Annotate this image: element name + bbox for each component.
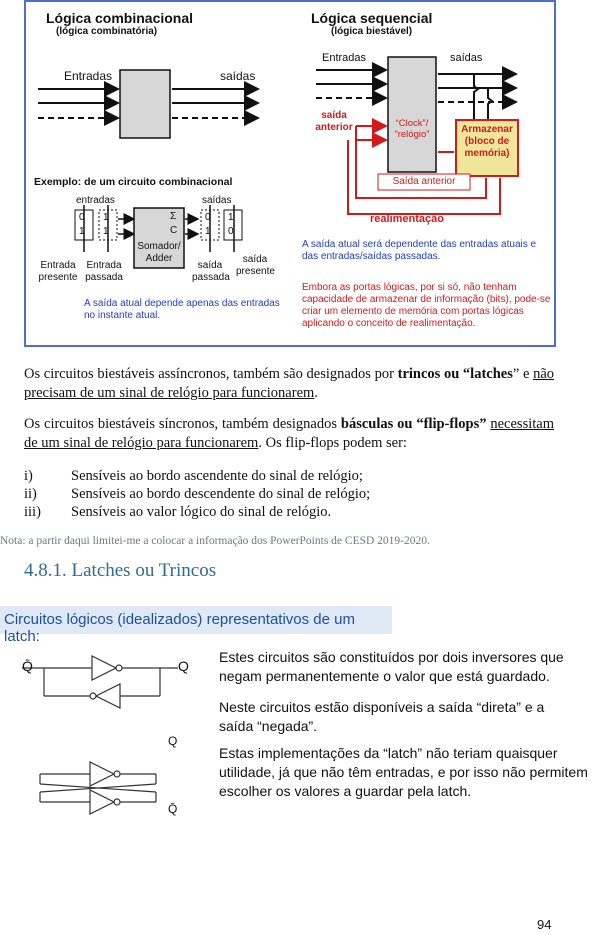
latch-figure-title-bar: [0, 606, 392, 645]
latch-text-inverters: Estes circuitos são constituídos por dois inversores que negam permanentemente o valor que está guardado.: [219, 649, 564, 684]
example-inputs-label: entradas: [76, 195, 115, 206]
comb-output-arrows: [172, 89, 258, 118]
paragraph-sync: Os circuitos biestáveis síncronos, também designados básculas ou “flip-flops” necessitam de um sinal de relógio para funcionarem. Os flip-flops podem ser:: [24, 416, 554, 451]
latch-text-outputs: Neste circuitos estão disponíveis a saída “direta” e a saída “negada”.: [219, 699, 545, 734]
past-output-bits: 0 1: [205, 212, 211, 237]
list-item: ii) Sensíveis ao bordo descendente do sinal de relógio;: [24, 486, 371, 502]
seq-title: Lógica sequencial: [311, 10, 433, 26]
present-output-bits: 1 0: [228, 212, 234, 237]
page-number: 94: [537, 917, 552, 932]
comb-inputs-label: Entradas: [64, 69, 113, 83]
comb-outputs-label: saídas: [220, 69, 256, 83]
list-item: iii) Sensíveis ao valor lógico do sinal de relógio.: [24, 504, 332, 520]
comb-title: Lógica combinacional: [46, 10, 194, 26]
seq-block: [388, 57, 436, 172]
past-output-label: saída passada: [192, 260, 230, 283]
adder-label: Somador/ Adder: [137, 241, 181, 264]
latch-q-bar-label: Q̄: [22, 658, 33, 674]
comb-block: [120, 70, 170, 138]
seq-outputs-label: saídas: [450, 52, 483, 64]
feedback-label: realimentação: [370, 213, 444, 225]
comb-subtitle: (lógica combinatória): [56, 26, 158, 37]
past-input-label: Entrada passada: [85, 260, 123, 283]
present-output-label: saída presente: [236, 254, 275, 277]
list-item: i) Sensíveis ao bordo ascendente do sinal de relógio;: [24, 468, 363, 484]
paragraph-async: Os circuitos biestáveis assíncronos, também são designados por trincos ou “latches” e não precisam de um sinal de relógio para funcionarem.: [24, 366, 555, 401]
previous-output-box-label: Saída anterior: [392, 176, 456, 187]
present-input-bits: 0 1: [79, 212, 85, 237]
latch-figure: [0, 606, 612, 826]
memory-label: Armazenar (bloco de memória): [461, 124, 513, 159]
example-title: Exemplo: de um circuito combinacional: [34, 176, 233, 188]
latch-q-label: Q: [178, 658, 189, 674]
combinational-note: A saída atual depende apenas das entradas no instante atual.: [84, 298, 280, 321]
present-input-label: Entrada presente: [38, 260, 78, 283]
section-heading: 4.8.1. Latches ou Trincos: [24, 560, 217, 581]
feedback-note: Embora as portas lógicas, por si só, não tenham capacidade de armazenar de informação (bits), pode-se criar um elemento de memória com portas lógicas aplicando o conceito de realimentação.: [302, 282, 551, 329]
past-input-bits: 1 1: [103, 212, 109, 237]
sequential-note: A saída atual será dependente das entradas atuais e das entradas/saídas passadas.: [302, 239, 537, 262]
clock-label: “Clock”/ “relógio”: [394, 118, 430, 140]
cross-q-bar-label: Q̄: [168, 802, 178, 816]
comb-input-arrows: [38, 89, 118, 118]
adder-symbols: Σ C: [170, 211, 178, 236]
latch-figure-title: Circuitos lógicos (idealizados) representativos de um latch:: [4, 611, 355, 645]
example-outputs-label: saídas: [202, 195, 232, 206]
latch-text-usefulness: Estas implementações da “latch” não teriam quaisquer utilidade, já que não têm entradas, e por isso não permitem escolher os valores a guardar pela latch.: [219, 745, 588, 799]
note: Nota: a partir daqui limitei-me a colocar a informação dos PowerPoints de CESD 2019-2020.: [0, 535, 430, 547]
seq-inputs-label: Entradas: [322, 52, 367, 64]
previous-output-label: saída anterior: [315, 110, 353, 133]
seq-subtitle: (lógica biestável): [331, 26, 413, 37]
cross-q-label: Q: [168, 734, 178, 748]
combinational-sequential-figure: [24, 0, 556, 347]
seq-input-arrows: [316, 70, 386, 98]
